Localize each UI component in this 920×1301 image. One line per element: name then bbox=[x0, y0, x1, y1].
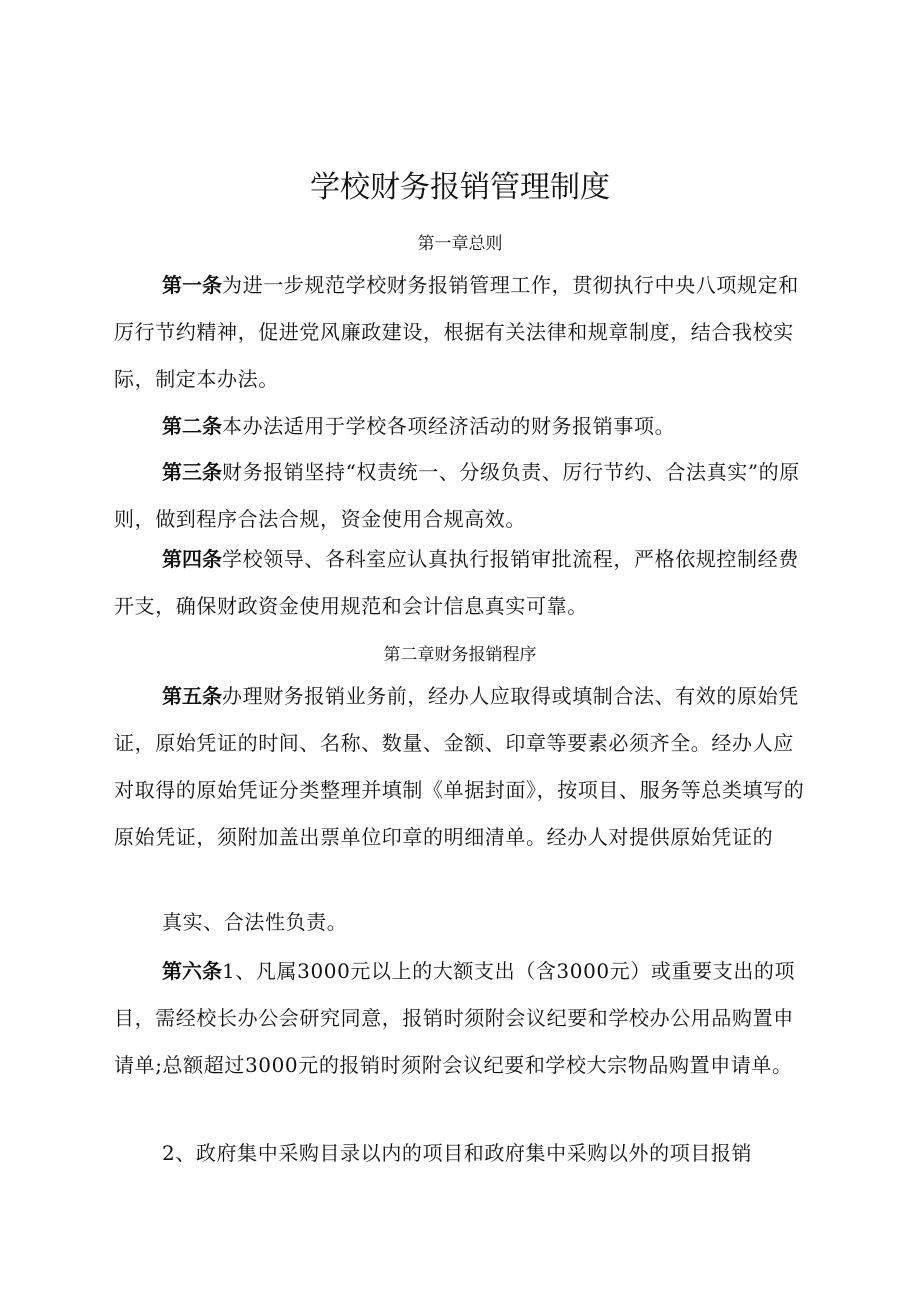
article-4 bbox=[114, 536, 814, 630]
article-text: 为进一步规范学校财务报销管理工作，贯彻执行中央八项规定和厉行节约精神，促进党风廉政建设，根据有关法律和规章制度，结合我校实际，制定本办法。 bbox=[114, 273, 799, 391]
article-label: 第四条 bbox=[162, 547, 222, 571]
article-2 bbox=[114, 403, 814, 450]
article-text: 2、政府集中采购目录以内的项目和政府集中采购以外的项目报销 bbox=[162, 1141, 753, 1165]
article-text: 办理财务报销业务前，经办人应取得或填制合法、有效的原始凭证，原始凭证的时间、名称、数量、金额、印章等要素必须齐全。经办人应对取得的原始凭证分类整理并填制《单据封面》，按项目、服务等总类填写的原始凭证，须附加盖出票单位印章的明细清单。经办人对提供原始凭证的 bbox=[114, 684, 805, 849]
article-1 bbox=[114, 262, 814, 403]
article-text: 1、凡属3000元以上的大额支出（含3000元）或重要支出的项目，需经校长办公会研究同意，报销时须附会议纪要和学校办公用品购置申请单;总额超过3000元的报销时须附会议纪要和学校大宗物品购置申请单。 bbox=[114, 959, 796, 1077]
article-label: 第三条 bbox=[162, 460, 222, 484]
document-title: 学校财务报销管理制度 bbox=[310, 170, 610, 205]
article-text: 本办法适用于学校各项经济活动的财务报销事项。 bbox=[222, 414, 676, 438]
article-5-continued bbox=[114, 899, 814, 946]
article-text: 学校领导、各科室应认真执行报销审批流程，严格依规控制经费开支，确保财政资金使用规范和会计信息真实可靠。 bbox=[114, 547, 799, 618]
article-label: 第五条 bbox=[162, 684, 222, 708]
article-6 bbox=[114, 948, 814, 1089]
chapter-heading-1: 第一章总则 bbox=[417, 234, 503, 254]
article-3 bbox=[114, 449, 814, 543]
article-label: 第六条 bbox=[162, 959, 222, 983]
article-label: 第二条 bbox=[162, 414, 222, 438]
article-5 bbox=[114, 673, 814, 861]
chapter-heading-2: 第二章财务报销程序 bbox=[383, 645, 537, 665]
article-label: 第一条 bbox=[162, 273, 222, 297]
article-6-item-2 bbox=[114, 1130, 814, 1177]
article-text: 财务报销坚持“权责统一、分级负责、厉行节约、合法真实”的原则，做到程序合法合规，资金使用合规高效。 bbox=[114, 460, 800, 531]
article-text: 真实、合法性负责。 bbox=[162, 910, 348, 934]
